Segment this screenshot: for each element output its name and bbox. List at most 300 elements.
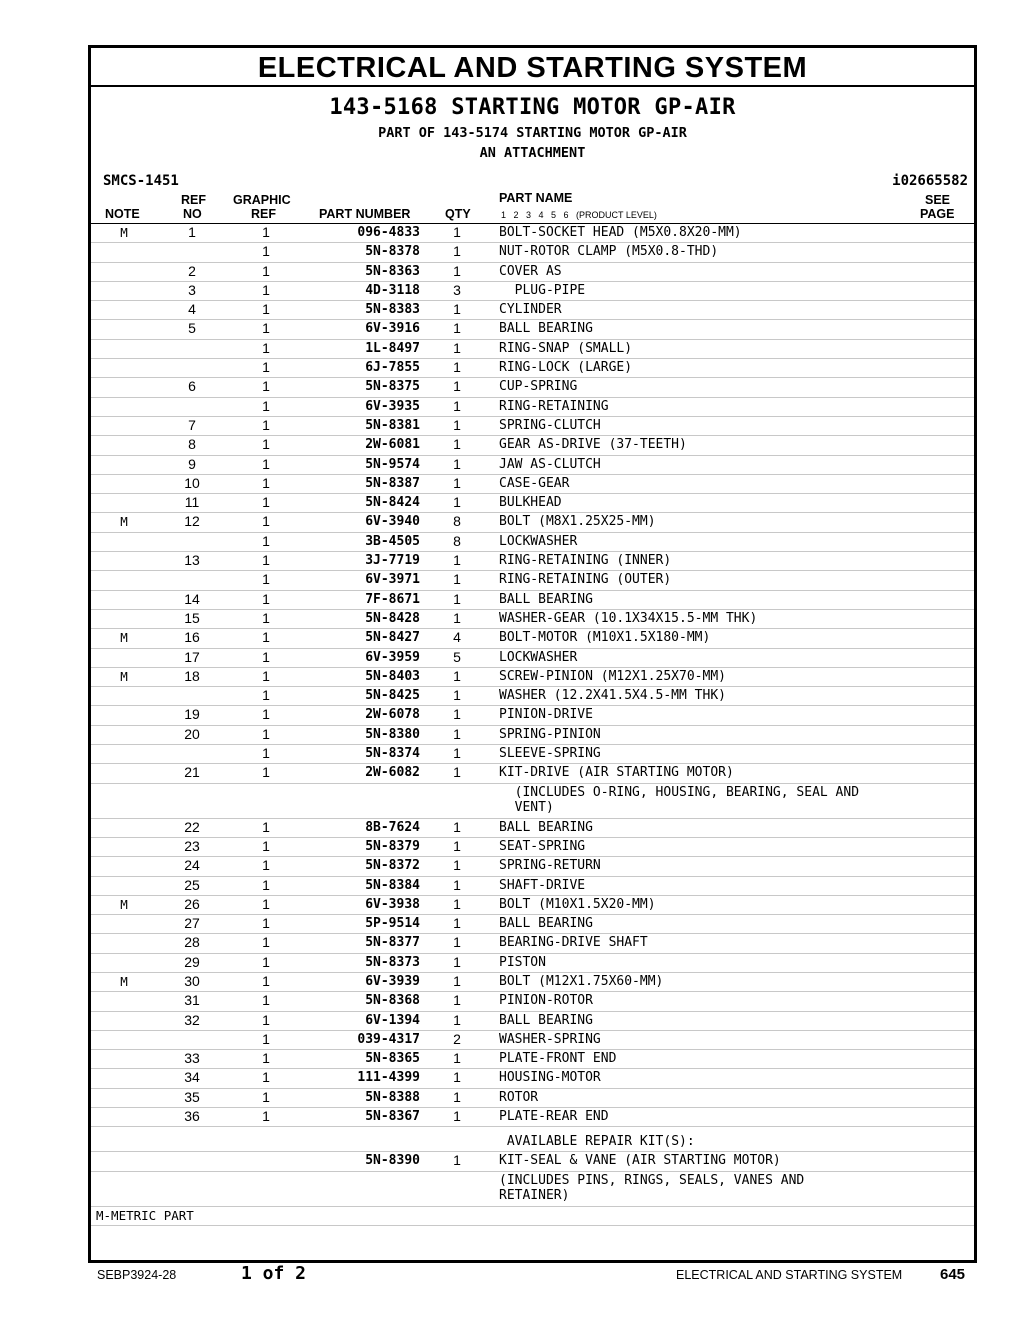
qty-cell: 1 bbox=[453, 687, 461, 704]
parts-table-body bbox=[91, 224, 974, 1207]
footnote-row bbox=[91, 1207, 974, 1226]
part-number-cell: 5N-8378 bbox=[365, 244, 420, 260]
part-name-cell: JAW AS-CLUTCH bbox=[499, 456, 601, 472]
part-number-cell: 6V-3939 bbox=[365, 973, 420, 989]
ref-no-cell: 16 bbox=[184, 629, 200, 646]
graphic-ref-cell: 1 bbox=[262, 837, 270, 854]
graphic-ref-cell: 1 bbox=[262, 571, 270, 588]
part-name-cell: RING-LOCK (LARGE) bbox=[499, 360, 633, 376]
table-row bbox=[91, 398, 974, 417]
part-name-cell: ROTOR bbox=[499, 1089, 539, 1105]
graphic-ref-cell: 1 bbox=[262, 745, 270, 762]
ref-no-cell: 30 bbox=[184, 972, 200, 989]
qty-cell: 1 bbox=[453, 972, 461, 989]
qty-cell: 1 bbox=[453, 818, 461, 835]
graphic-ref-cell: 1 bbox=[262, 320, 270, 337]
graphic-ref-cell: 1 bbox=[262, 243, 270, 260]
metric-footnote: M-METRIC PART bbox=[96, 1207, 194, 1223]
qty-cell: 1 bbox=[453, 416, 461, 433]
part-name-cell: BOLT (M8X1.25X25-MM) bbox=[499, 514, 656, 530]
group-title: 143-5168 STARTING MOTOR GP-AIR bbox=[329, 95, 736, 120]
ref-no-cell: 7 bbox=[188, 416, 196, 433]
graphic-ref-cell: 1 bbox=[262, 378, 270, 395]
graphic-ref-cell: 1 bbox=[262, 339, 270, 356]
graphic-ref-cell: 1 bbox=[262, 1030, 270, 1047]
qty-cell: 1 bbox=[453, 1152, 461, 1169]
part-number-cell: 5N-8428 bbox=[365, 610, 420, 626]
part-number-cell: 6V-3938 bbox=[365, 896, 420, 912]
part-name-cell: LOCKWASHER bbox=[499, 533, 578, 549]
graphic-ref-cell: 1 bbox=[262, 590, 270, 607]
table-row bbox=[91, 745, 974, 764]
qty-cell: 1 bbox=[453, 706, 461, 723]
table-row bbox=[91, 915, 974, 934]
ref-no-cell: 12 bbox=[184, 513, 200, 530]
qty-cell: 1 bbox=[453, 455, 461, 472]
footer-section: ELECTRICAL AND STARTING SYSTEM bbox=[676, 1268, 903, 1282]
table-row bbox=[91, 359, 974, 378]
part-number-cell: 3J-7719 bbox=[365, 553, 420, 569]
graphic-ref-cell: 1 bbox=[262, 436, 270, 453]
note-cell: M bbox=[120, 896, 128, 912]
part-name-cell: KIT-DRIVE (AIR STARTING MOTOR) bbox=[499, 765, 734, 781]
part-number-cell: 5N-9574 bbox=[365, 456, 420, 472]
qty-cell: 1 bbox=[453, 378, 461, 395]
part-number-cell: 1L-8497 bbox=[365, 340, 420, 356]
table-row bbox=[91, 877, 974, 896]
qty-cell: 4 bbox=[453, 629, 461, 646]
part-name-cell: HOUSING-MOTOR bbox=[499, 1070, 601, 1086]
note-cell: M bbox=[120, 630, 128, 646]
ref-no-cell: 2 bbox=[188, 262, 196, 279]
table-row bbox=[91, 649, 974, 668]
part-number-cell: 5N-8384 bbox=[365, 877, 420, 893]
part-number-cell: 096-4833 bbox=[357, 225, 420, 240]
qty-cell: 1 bbox=[453, 609, 461, 626]
qty-cell: 1 bbox=[453, 1108, 461, 1125]
part-name-cell: BOLT (M12X1.75X60-MM) bbox=[499, 973, 664, 989]
table-row bbox=[91, 838, 974, 857]
graphic-ref-cell: 1 bbox=[262, 494, 270, 511]
ref-no-cell: 22 bbox=[184, 818, 200, 835]
ref-no-cell: 17 bbox=[184, 648, 200, 665]
part-name-cell: KIT-SEAL & VANE (AIR STARTING MOTOR) bbox=[499, 1153, 781, 1169]
qty-cell: 1 bbox=[453, 953, 461, 970]
part-name-cell: BOLT-MOTOR (M10X1.5X180-MM) bbox=[499, 630, 711, 646]
table-row bbox=[91, 1089, 974, 1108]
part-name-cell: PISTON bbox=[499, 954, 546, 970]
part-number-cell: 5N-8363 bbox=[365, 263, 420, 279]
part-number-cell: 5N-8403 bbox=[365, 668, 420, 684]
part-name-cell: WASHER-GEAR (10.1X34X15.5-MM THK) bbox=[499, 610, 758, 626]
table-row bbox=[91, 436, 974, 455]
part-number-cell: 5N-8365 bbox=[365, 1051, 420, 1067]
footer-page-of: 1 of 2 bbox=[241, 1263, 307, 1284]
ref-no-cell: 9 bbox=[188, 455, 196, 472]
qty-cell: 1 bbox=[453, 1069, 461, 1086]
qty-cell: 1 bbox=[453, 895, 461, 912]
part-name-cell: SLEEVE-SPRING bbox=[499, 746, 601, 762]
part-name-cell: RING-RETAINING bbox=[499, 398, 609, 414]
ref-no-cell: 19 bbox=[184, 706, 200, 723]
graphic-ref-cell: 1 bbox=[262, 1088, 270, 1105]
part-number-cell: 5N-8381 bbox=[365, 417, 420, 433]
part-name-cell: RING-RETAINING (OUTER) bbox=[499, 572, 672, 588]
ref-no-cell: 27 bbox=[184, 915, 200, 932]
graphic-ref-cell: 1 bbox=[262, 359, 270, 376]
part-number-cell: 5N-8372 bbox=[365, 858, 420, 874]
qty-cell: 1 bbox=[453, 262, 461, 279]
qty-cell: 2 bbox=[453, 1030, 461, 1047]
graphic-ref-cell: 1 bbox=[262, 857, 270, 874]
table-row bbox=[91, 513, 974, 532]
ref-no-cell: 26 bbox=[184, 895, 200, 912]
parts-page-frame bbox=[88, 45, 977, 1263]
table-row bbox=[91, 591, 974, 610]
header-ref-top: REF bbox=[181, 193, 206, 207]
illustration-id: i02665582 bbox=[892, 173, 968, 189]
header-part-number: PART NUMBER bbox=[319, 207, 411, 221]
ref-no-cell: 34 bbox=[184, 1069, 200, 1086]
ref-no-cell: 28 bbox=[184, 934, 200, 951]
header-part-name: PART NAME bbox=[499, 191, 573, 205]
note-cell: M bbox=[120, 514, 128, 530]
header-graphic-top: GRAPHIC bbox=[233, 193, 291, 207]
graphic-ref-cell: 1 bbox=[262, 953, 270, 970]
graphic-ref-cell: 1 bbox=[262, 1108, 270, 1125]
part-name-cell: GEAR AS-DRIVE (37-TEETH) bbox=[499, 437, 687, 453]
ref-no-cell: 5 bbox=[188, 320, 196, 337]
part-number-cell: 5N-8390 bbox=[365, 1153, 420, 1169]
graphic-ref-cell: 1 bbox=[262, 455, 270, 472]
part-name-cell: PINION-ROTOR bbox=[499, 993, 593, 1009]
ref-no-cell: 4 bbox=[188, 301, 196, 318]
table-row bbox=[91, 1152, 974, 1171]
qty-cell: 1 bbox=[453, 436, 461, 453]
part-number-cell: 039-4317 bbox=[357, 1031, 420, 1047]
part-name-cell: AVAILABLE REPAIR KIT(S): bbox=[499, 1134, 695, 1150]
part-name-cell: SEAT-SPRING bbox=[499, 838, 586, 854]
qty-cell: 1 bbox=[453, 1050, 461, 1067]
smcs-row bbox=[91, 173, 974, 193]
part-name-cell: SPRING-RETURN bbox=[499, 858, 601, 874]
part-number-cell: 6V-1394 bbox=[365, 1012, 420, 1028]
part-number-cell: 5N-8424 bbox=[365, 495, 420, 511]
table-row bbox=[91, 456, 974, 475]
table-row bbox=[91, 896, 974, 915]
part-number-cell: 6V-3971 bbox=[365, 572, 420, 588]
part-name-cell: BOLT-SOCKET HEAD (M5X0.8X20-MM) bbox=[499, 225, 742, 240]
qty-cell: 1 bbox=[453, 764, 461, 781]
part-name-cell: RING-RETAINING (INNER) bbox=[499, 553, 672, 569]
table-row bbox=[91, 954, 974, 973]
part-name-cell: WASHER (12.2X41.5X4.5-MM THK) bbox=[499, 688, 726, 704]
table-row bbox=[91, 764, 974, 783]
graphic-ref-cell: 1 bbox=[262, 934, 270, 951]
qty-cell: 5 bbox=[453, 648, 461, 665]
part-name-cell: CASE-GEAR bbox=[499, 475, 570, 491]
graphic-ref-cell: 1 bbox=[262, 629, 270, 646]
part-number-cell: 2W-6082 bbox=[365, 765, 420, 781]
part-name-cell: BALL BEARING bbox=[499, 591, 593, 607]
ref-no-cell: 35 bbox=[184, 1088, 200, 1105]
part-name-cell: SPRING-CLUTCH bbox=[499, 417, 601, 433]
table-row bbox=[91, 378, 974, 397]
part-name-cell: SPRING-PINION bbox=[499, 726, 601, 742]
graphic-ref-cell: 1 bbox=[262, 972, 270, 989]
subtitle-attachment: AN ATTACHMENT bbox=[479, 145, 586, 161]
ref-no-cell: 10 bbox=[184, 474, 200, 491]
table-row bbox=[91, 552, 974, 571]
qty-cell: 1 bbox=[453, 474, 461, 491]
qty-cell: 1 bbox=[453, 243, 461, 260]
table-row bbox=[91, 224, 974, 243]
qty-cell: 1 bbox=[453, 301, 461, 318]
ref-no-cell: 18 bbox=[184, 667, 200, 684]
part-name-cell: BALL BEARING bbox=[499, 819, 593, 835]
part-name-cell: WASHER-SPRING bbox=[499, 1031, 601, 1047]
note-cell: M bbox=[120, 225, 128, 240]
part-number-cell: 5P-9514 bbox=[365, 916, 420, 932]
part-name-cell: BALL BEARING bbox=[499, 916, 593, 932]
qty-cell: 1 bbox=[453, 552, 461, 569]
graphic-ref-cell: 1 bbox=[262, 1050, 270, 1067]
part-number-cell: 3B-4505 bbox=[365, 533, 420, 549]
graphic-ref-cell: 1 bbox=[262, 818, 270, 835]
table-row bbox=[91, 784, 974, 819]
qty-cell: 1 bbox=[453, 667, 461, 684]
part-name-cell: BOLT (M10X1.5X20-MM) bbox=[499, 896, 656, 912]
table-row bbox=[91, 340, 974, 359]
qty-cell: 1 bbox=[453, 224, 461, 240]
graphic-ref-cell: 1 bbox=[262, 281, 270, 298]
graphic-ref-cell: 1 bbox=[262, 416, 270, 433]
graphic-ref-cell: 1 bbox=[262, 876, 270, 893]
ref-no-cell: 23 bbox=[184, 837, 200, 854]
part-name-cell: PLATE-REAR END bbox=[499, 1109, 609, 1125]
ref-no-cell: 20 bbox=[184, 725, 200, 742]
table-row bbox=[91, 629, 974, 648]
ref-no-cell: 25 bbox=[184, 876, 200, 893]
graphic-ref-cell: 1 bbox=[262, 687, 270, 704]
part-name-cell: COVER AS bbox=[499, 263, 562, 279]
table-row bbox=[91, 1108, 974, 1127]
header-ref-bottom: NO bbox=[183, 207, 202, 221]
header-graphic-bottom: REF bbox=[251, 207, 276, 221]
table-row bbox=[91, 571, 974, 590]
part-number-cell: 6J-7855 bbox=[365, 360, 420, 376]
footer-document-number: SEBP3924-28 bbox=[97, 1268, 177, 1282]
part-number-cell: 111-4399 bbox=[357, 1070, 420, 1086]
part-name-cell: BULKHEAD bbox=[499, 495, 562, 511]
graphic-ref-cell: 1 bbox=[262, 706, 270, 723]
ref-no-cell: 13 bbox=[184, 552, 200, 569]
qty-cell: 1 bbox=[453, 725, 461, 742]
graphic-ref-cell: 1 bbox=[262, 895, 270, 912]
header-see-bottom: PAGE bbox=[920, 207, 955, 221]
graphic-ref-cell: 1 bbox=[262, 667, 270, 684]
qty-cell: 1 bbox=[453, 359, 461, 376]
ref-no-cell: 31 bbox=[184, 992, 200, 1009]
table-row bbox=[91, 1012, 974, 1031]
header-product-level: 1 2 3 4 5 6 (PRODUCT LEVEL) bbox=[501, 210, 657, 220]
ref-no-cell: 33 bbox=[184, 1050, 200, 1067]
part-number-cell: 5N-8383 bbox=[365, 302, 420, 318]
header-qty: QTY bbox=[445, 207, 471, 221]
graphic-ref-cell: 1 bbox=[262, 1011, 270, 1028]
part-number-cell: 4D-3118 bbox=[365, 282, 420, 298]
graphic-ref-cell: 1 bbox=[262, 1069, 270, 1086]
ref-no-cell: 24 bbox=[184, 857, 200, 874]
ref-no-cell: 11 bbox=[184, 494, 200, 511]
part-name-cell: LOCKWASHER bbox=[499, 649, 578, 665]
ref-no-cell: 14 bbox=[184, 590, 200, 607]
graphic-ref-cell: 1 bbox=[262, 474, 270, 491]
graphic-ref-cell: 1 bbox=[262, 224, 270, 240]
graphic-ref-cell: 1 bbox=[262, 609, 270, 626]
part-number-cell: 6V-3935 bbox=[365, 398, 420, 414]
graphic-ref-cell: 1 bbox=[262, 262, 270, 279]
qty-cell: 8 bbox=[453, 532, 461, 549]
part-number-cell: 6V-3959 bbox=[365, 649, 420, 665]
ref-no-cell: 29 bbox=[184, 953, 200, 970]
qty-cell: 1 bbox=[453, 745, 461, 762]
part-name-cell: NUT-ROTOR CLAMP (M5X0.8-THD) bbox=[499, 244, 719, 260]
table-row bbox=[91, 706, 974, 725]
table-row bbox=[91, 320, 974, 339]
qty-cell: 1 bbox=[453, 876, 461, 893]
graphic-ref-cell: 1 bbox=[262, 915, 270, 932]
table-row bbox=[91, 1031, 974, 1050]
part-number-cell: 5N-8373 bbox=[365, 954, 420, 970]
part-name-cell: CYLINDER bbox=[499, 302, 562, 318]
qty-cell: 1 bbox=[453, 339, 461, 356]
table-row bbox=[91, 687, 974, 706]
part-number-cell: 5N-8379 bbox=[365, 838, 420, 854]
table-row bbox=[91, 726, 974, 745]
part-name-cell: PLUG-PIPE bbox=[499, 282, 586, 298]
subtitle-part-of: PART OF 143-5174 STARTING MOTOR GP-AIR bbox=[378, 125, 687, 141]
part-number-cell: 2W-6081 bbox=[365, 437, 420, 453]
table-row bbox=[91, 282, 974, 301]
part-number-cell: 5N-8375 bbox=[365, 379, 420, 395]
table-row bbox=[91, 1172, 974, 1207]
table-row bbox=[91, 1050, 974, 1069]
ref-no-cell: 6 bbox=[188, 378, 196, 395]
table-row bbox=[91, 494, 974, 513]
page-footer bbox=[0, 1265, 1020, 1289]
ref-no-cell: 15 bbox=[184, 609, 200, 626]
qty-cell: 1 bbox=[453, 837, 461, 854]
section-title: ELECTRICAL AND STARTING SYSTEM bbox=[91, 48, 974, 87]
qty-cell: 1 bbox=[453, 397, 461, 414]
graphic-ref-cell: 1 bbox=[262, 301, 270, 318]
table-row bbox=[91, 1127, 974, 1152]
ref-no-cell: 3 bbox=[188, 281, 196, 298]
ref-no-cell: 8 bbox=[188, 436, 196, 453]
header-see-top: SEE bbox=[925, 193, 951, 207]
graphic-ref-cell: 1 bbox=[262, 725, 270, 742]
part-number-cell: 5N-8368 bbox=[365, 993, 420, 1009]
part-number-cell: 5N-8425 bbox=[365, 688, 420, 704]
part-number-cell: 5N-8388 bbox=[365, 1089, 420, 1105]
ref-no-cell: 32 bbox=[184, 1011, 200, 1028]
qty-cell: 8 bbox=[453, 513, 461, 530]
part-number-cell: 2W-6078 bbox=[365, 707, 420, 723]
part-number-cell: 6V-3940 bbox=[365, 514, 420, 530]
part-number-cell: 5N-8380 bbox=[365, 726, 420, 742]
part-number-cell: 6V-3916 bbox=[365, 321, 420, 337]
table-row bbox=[91, 301, 974, 320]
ref-no-cell: 36 bbox=[184, 1108, 200, 1125]
qty-cell: 1 bbox=[453, 992, 461, 1009]
qty-cell: 1 bbox=[453, 571, 461, 588]
footer-page-number: 645 bbox=[940, 1266, 966, 1283]
qty-cell: 1 bbox=[453, 1088, 461, 1105]
table-row bbox=[91, 417, 974, 436]
part-name-cell: PINION-DRIVE bbox=[499, 707, 593, 723]
part-name-cell: SCREW-PINION (M12X1.25X70-MM) bbox=[499, 668, 726, 684]
part-number-cell: 5N-8374 bbox=[365, 746, 420, 762]
qty-cell: 1 bbox=[453, 857, 461, 874]
ref-no-cell: 1 bbox=[188, 224, 196, 240]
table-row bbox=[91, 243, 974, 262]
part-name-cell: CUP-SPRING bbox=[499, 379, 578, 395]
qty-cell: 1 bbox=[453, 934, 461, 951]
part-name-cell: BALL BEARING bbox=[499, 321, 593, 337]
graphic-ref-cell: 1 bbox=[262, 648, 270, 665]
table-row bbox=[91, 475, 974, 494]
part-number-cell: 5N-8367 bbox=[365, 1109, 420, 1125]
graphic-ref-cell: 1 bbox=[262, 532, 270, 549]
graphic-ref-cell: 1 bbox=[262, 992, 270, 1009]
note-cell: M bbox=[120, 668, 128, 684]
qty-cell: 1 bbox=[453, 1011, 461, 1028]
part-name-cell: RING-SNAP (SMALL) bbox=[499, 340, 633, 356]
part-name-cell: PLATE-FRONT END bbox=[499, 1051, 617, 1067]
table-row bbox=[91, 533, 974, 552]
qty-cell: 1 bbox=[453, 590, 461, 607]
table-header bbox=[91, 193, 974, 224]
part-number-cell: 8B-7624 bbox=[365, 819, 420, 835]
note-cell: M bbox=[120, 973, 128, 989]
part-number-cell: 5N-8377 bbox=[365, 935, 420, 951]
graphic-ref-cell: 1 bbox=[262, 552, 270, 569]
ref-no-cell: 21 bbox=[184, 764, 200, 781]
part-number-cell: 5N-8427 bbox=[365, 630, 420, 646]
part-number-cell: 7F-8671 bbox=[365, 591, 420, 607]
part-name-cell: SHAFT-DRIVE bbox=[499, 877, 586, 893]
table-row bbox=[91, 610, 974, 629]
graphic-ref-cell: 1 bbox=[262, 513, 270, 530]
header-note: NOTE bbox=[105, 207, 140, 221]
table-row bbox=[91, 973, 974, 992]
part-number-cell: 5N-8387 bbox=[365, 475, 420, 491]
graphic-ref-cell: 1 bbox=[262, 764, 270, 781]
qty-cell: 1 bbox=[453, 494, 461, 511]
part-name-cell: BEARING-DRIVE SHAFT bbox=[499, 935, 648, 951]
table-row bbox=[91, 934, 974, 953]
part-name-cell: (INCLUDES PINS, RINGS, SEALS, VANES AND RETAINER) bbox=[499, 1172, 805, 1203]
table-row bbox=[91, 992, 974, 1011]
table-row bbox=[91, 263, 974, 282]
table-row bbox=[91, 819, 974, 838]
qty-cell: 1 bbox=[453, 915, 461, 932]
table-row bbox=[91, 857, 974, 876]
table-row bbox=[91, 1069, 974, 1088]
graphic-ref-cell: 1 bbox=[262, 397, 270, 414]
qty-cell: 3 bbox=[453, 281, 461, 298]
